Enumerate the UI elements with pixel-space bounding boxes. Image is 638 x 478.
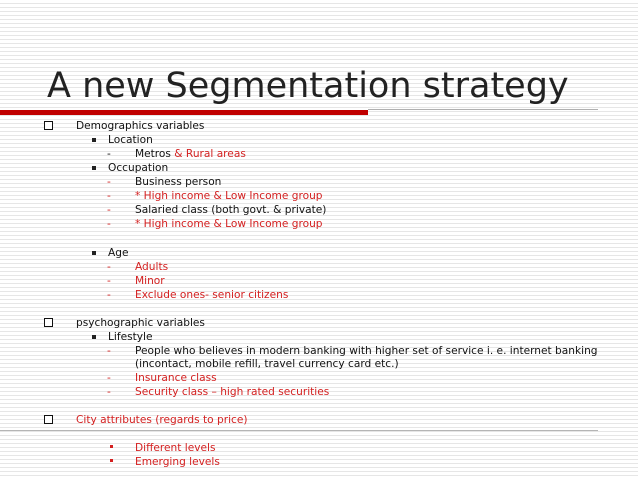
dash-bullet: -: [107, 275, 111, 287]
city-item: Different levels: [135, 442, 216, 454]
city-item: Emerging levels: [135, 456, 220, 468]
lifestyle-item: People who believes in modern banking with higher set of service i. e. internet banking: [135, 345, 598, 357]
bottom-rule: [0, 430, 598, 431]
square-bullet-icon: [92, 335, 96, 339]
small-square-bullet-icon: [110, 459, 113, 462]
occupation-item: Business person: [135, 176, 222, 188]
lifestyle-item: Security class – high rated securities: [135, 386, 330, 398]
dash-bullet: -: [107, 148, 111, 160]
square-bullet-icon: [92, 251, 96, 255]
dash-bullet: -: [107, 204, 111, 216]
square-bullet-icon: [92, 138, 96, 142]
checkbox-bullet-icon: [44, 415, 53, 424]
occupation-label: Occupation: [108, 162, 169, 174]
city-heading: City attributes (regards to price): [76, 414, 248, 426]
lifestyle-item-continued: (incontact, mobile refill, travel currency card etc.): [135, 358, 399, 370]
location-item: [135, 148, 246, 161]
dash-bullet: -: [107, 345, 111, 357]
age-item: Exclude ones- senior citizens: [135, 289, 289, 301]
slide-title: A new Segmentation strategy: [47, 66, 569, 106]
occupation-item: * High income & Low Income group: [135, 190, 323, 202]
dash-bullet: -: [107, 261, 111, 273]
dash-bullet: -: [107, 190, 111, 202]
location-label: Location: [108, 134, 153, 146]
checkbox-bullet-icon: [44, 121, 53, 130]
location-rural: & Rural areas: [170, 148, 246, 160]
age-item: Adults: [135, 261, 169, 273]
lifestyle-item: Insurance class: [135, 372, 217, 384]
demographics-heading: Demographics variables: [76, 120, 205, 132]
age-label: Age: [108, 247, 129, 259]
dash-bullet: -: [107, 372, 111, 384]
dash-bullet: -: [107, 386, 111, 398]
checkbox-bullet-icon: [44, 318, 53, 327]
dash-bullet: -: [107, 289, 111, 301]
small-square-bullet-icon: [110, 445, 113, 448]
dash-bullet: -: [107, 218, 111, 230]
occupation-item: Salaried class (both govt. & private): [135, 204, 327, 216]
square-bullet-icon: [92, 166, 96, 170]
occupation-item: * High income & Low Income group: [135, 218, 323, 230]
age-item: Minor: [135, 275, 165, 287]
title-underline-red: [0, 110, 368, 115]
lifestyle-label: Lifestyle: [108, 331, 153, 343]
dash-bullet: -: [107, 176, 111, 188]
psychographic-heading: psychographic variables: [76, 317, 205, 329]
title-underline-gray: [368, 109, 598, 110]
location-metros: Metros: [135, 148, 171, 160]
